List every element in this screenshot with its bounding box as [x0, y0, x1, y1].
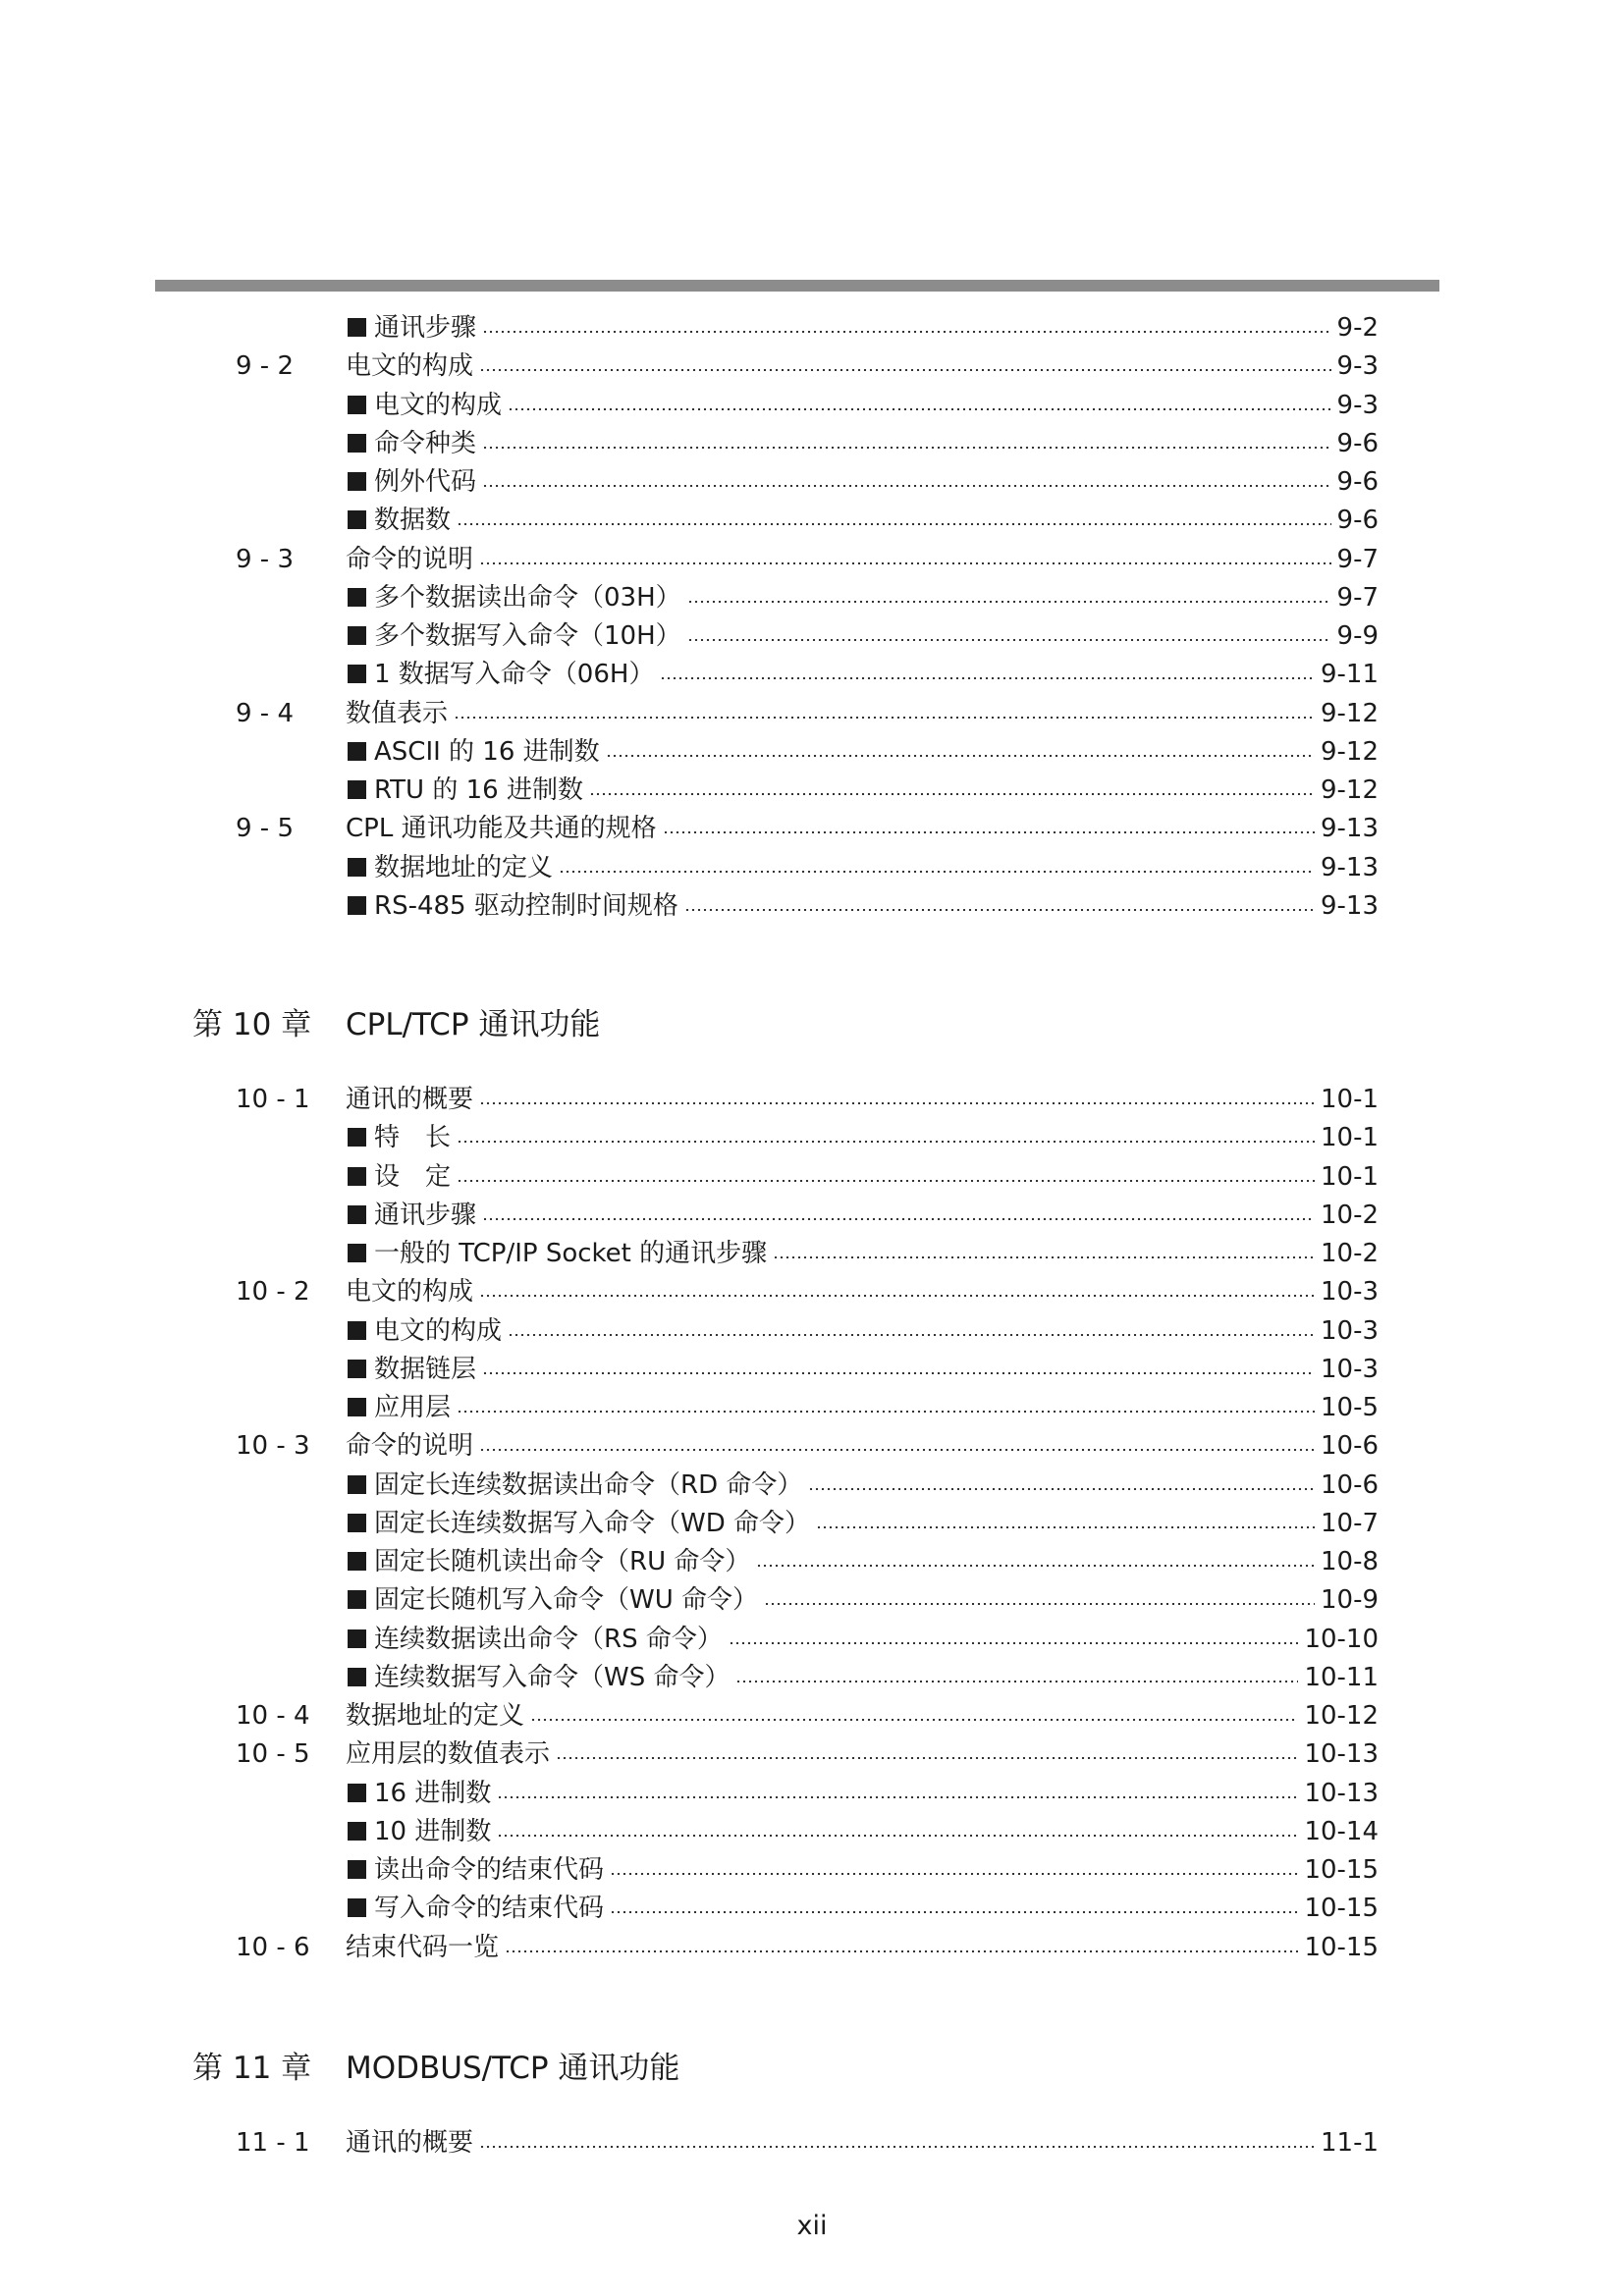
dot-leader — [479, 1449, 1315, 1451]
page-ref: 10-3 — [1320, 1354, 1379, 1384]
toc-entry-line — [348, 1506, 1379, 1541]
dot-leader — [684, 909, 1315, 911]
entry-title: RS-485 驱动控制时间规格 — [374, 890, 678, 921]
toc-entry-line — [348, 310, 1379, 346]
page-ref: 9-13 — [1320, 814, 1379, 844]
entry-title-wrapper — [348, 618, 681, 654]
toc-subentry[interactable] — [0, 657, 1624, 692]
toc-entry-line — [348, 850, 1379, 885]
toc-entry-line — [346, 1698, 1379, 1734]
square-bullet-icon — [348, 1360, 366, 1378]
page-ref: 9-7 — [1336, 544, 1379, 574]
chapter-title: MODBUS/TCP 通讯功能 — [346, 2051, 680, 2086]
toc-subentry[interactable] — [0, 1660, 1624, 1695]
entry-title-wrapper — [348, 503, 451, 538]
entry-title: CPL 通讯功能及共通的规格 — [346, 814, 657, 844]
toc-entry-line — [348, 1544, 1379, 1579]
dot-leader — [610, 1911, 1298, 1913]
toc-entry-line — [346, 1736, 1379, 1772]
square-bullet-icon — [348, 896, 366, 915]
entry-title: 通讯步骤 — [374, 1200, 477, 1230]
entry-title: 16 进制数 — [374, 1778, 492, 1808]
page-ref: 10-7 — [1320, 1508, 1379, 1538]
dot-leader — [497, 1796, 1298, 1798]
toc-subentry[interactable] — [0, 618, 1624, 654]
entry-title: 固定长连续数据写入命令（WD 命令） — [374, 1508, 810, 1538]
page-ref: 10-12 — [1304, 1701, 1379, 1731]
dot-leader — [660, 677, 1315, 679]
toc-entry-line — [348, 464, 1379, 500]
toc-subentry[interactable] — [0, 1891, 1624, 1926]
entry-title: 电文的构成 — [374, 1315, 503, 1346]
page-ref: 10-10 — [1304, 1624, 1379, 1654]
toc-section[interactable] — [0, 348, 1624, 384]
dot-leader — [457, 1411, 1315, 1413]
page-ref: 9-13 — [1320, 890, 1379, 921]
entry-title: 数据地址的定义 — [346, 1701, 525, 1731]
entry-title-wrapper — [346, 811, 657, 846]
entry-title-wrapper — [346, 1082, 473, 1117]
section-number: 11 - 1 — [236, 2128, 310, 2158]
toc-subentry[interactable] — [0, 388, 1624, 423]
entry-title-wrapper — [348, 1891, 604, 1926]
entry-title-wrapper — [348, 1660, 730, 1695]
toc-subentry[interactable] — [0, 734, 1624, 770]
dot-leader — [729, 1642, 1299, 1644]
entry-title-wrapper — [348, 388, 502, 423]
page-ref: 10-1 — [1320, 1123, 1379, 1153]
chapter-heading — [0, 1003, 1624, 1046]
toc-entry-line — [348, 773, 1379, 808]
dot-leader — [687, 601, 1331, 603]
dot-leader — [479, 369, 1331, 371]
toc-entry-line — [346, 1274, 1379, 1309]
entry-title-wrapper — [348, 1352, 476, 1387]
entry-title-wrapper — [348, 1814, 491, 1849]
dot-leader — [530, 1719, 1298, 1721]
toc-entry-line — [346, 1930, 1379, 1965]
dot-leader — [479, 1295, 1315, 1297]
entry-title-wrapper — [346, 2125, 473, 2161]
section-number: 9 - 5 — [236, 814, 294, 844]
dot-leader — [816, 1526, 1315, 1528]
toc-section[interactable] — [0, 1930, 1624, 1965]
square-bullet-icon — [348, 1784, 366, 1802]
page-ref: 9-12 — [1320, 775, 1379, 805]
square-bullet-icon — [348, 1398, 366, 1416]
page-ref: 9-2 — [1336, 313, 1379, 343]
toc-subentry[interactable] — [0, 426, 1624, 461]
toc-subentry[interactable] — [0, 464, 1624, 500]
square-bullet-icon — [348, 1668, 366, 1686]
page-ref: 9-6 — [1336, 506, 1379, 536]
dot-leader — [559, 871, 1315, 873]
dot-leader — [505, 1950, 1298, 1952]
entry-title-wrapper — [348, 850, 553, 885]
dot-leader — [482, 331, 1331, 333]
page-ref: 9-3 — [1336, 351, 1379, 382]
entry-title: 电文的构成 — [346, 1277, 474, 1308]
dot-leader — [508, 1334, 1315, 1336]
chapter-label: 第 11 章 — [192, 2051, 312, 2086]
toc-section[interactable] — [0, 1428, 1624, 1464]
page-ref: 10-9 — [1320, 1585, 1379, 1616]
page-ref: 10-5 — [1320, 1393, 1379, 1422]
toc-entry-line — [348, 1352, 1379, 1387]
section-number: 10 - 6 — [236, 1932, 310, 1962]
square-bullet-icon — [348, 1629, 366, 1648]
square-bullet-icon — [348, 396, 366, 414]
entry-title-wrapper — [348, 1236, 767, 1271]
square-bullet-icon — [348, 1128, 366, 1147]
toc-subentry[interactable] — [0, 773, 1624, 808]
page-ref: 9-9 — [1336, 621, 1379, 651]
toc-entry-line — [348, 1313, 1379, 1349]
page-ref: 11-1 — [1320, 2128, 1379, 2158]
section-number: 9 - 4 — [236, 698, 294, 728]
toc-section[interactable] — [0, 1274, 1624, 1309]
entry-title: 命令的说明 — [346, 1431, 474, 1462]
dot-leader — [479, 562, 1331, 564]
entry-title: 多个数据写入命令（10H） — [374, 621, 681, 651]
toc-subentry[interactable] — [0, 1814, 1624, 1849]
dot-leader — [454, 717, 1315, 719]
toc-subentry[interactable] — [0, 1582, 1624, 1618]
toc-entry-line — [346, 2125, 1379, 2161]
entry-title: 命令的说明 — [346, 544, 474, 574]
entry-title: 固定长连续数据读出命令（RD 命令） — [374, 1469, 803, 1500]
toc-entry-line — [348, 888, 1379, 924]
entry-title-wrapper — [348, 1544, 750, 1579]
entry-title: 固定长随机写入命令（WU 命令） — [374, 1585, 759, 1616]
section-number: 10 - 5 — [236, 1739, 310, 1770]
page-ref: 10-2 — [1320, 1200, 1379, 1230]
toc-entry-line — [348, 1198, 1379, 1233]
square-bullet-icon — [348, 1321, 366, 1340]
section-number: 10 - 1 — [236, 1085, 310, 1114]
page-ref: 10-14 — [1304, 1816, 1379, 1846]
toc-subentry[interactable] — [0, 1352, 1624, 1387]
toc-entry-line — [348, 1120, 1379, 1155]
toc-entry-line — [348, 1814, 1379, 1849]
dot-leader — [457, 523, 1331, 525]
entry-title-wrapper — [348, 1120, 451, 1155]
entry-title: 设 定 — [374, 1161, 452, 1192]
page-ref: 9-11 — [1320, 660, 1379, 690]
entry-title-wrapper — [348, 310, 476, 346]
entry-title: 命令种类 — [374, 428, 477, 458]
toc-entry-line — [348, 1891, 1379, 1926]
entry-title-wrapper — [348, 1159, 451, 1195]
section-number: 10 - 4 — [236, 1701, 310, 1731]
entry-title-wrapper — [346, 1274, 473, 1309]
toc-subentry[interactable] — [0, 1198, 1624, 1233]
entry-title-wrapper — [346, 348, 473, 384]
page-ref: 10-15 — [1304, 1855, 1379, 1885]
entry-title: 1 数据写入命令（06H） — [374, 660, 655, 690]
entry-title: 数据地址的定义 — [374, 852, 554, 882]
section-number: 9 - 2 — [236, 351, 294, 382]
entry-title: 通讯的概要 — [346, 1085, 474, 1114]
toc-section[interactable] — [0, 542, 1624, 577]
entry-title-wrapper — [346, 1698, 524, 1734]
dot-leader — [735, 1681, 1298, 1682]
toc-entry-line — [348, 388, 1379, 423]
page-ref: 9-6 — [1336, 428, 1379, 458]
dot-leader — [589, 793, 1315, 795]
square-bullet-icon — [348, 318, 366, 337]
page-ref: 10-15 — [1304, 1932, 1379, 1962]
toc-subentry[interactable] — [0, 1468, 1624, 1503]
toc-entry-line — [348, 618, 1379, 654]
dot-leader — [482, 485, 1331, 487]
dot-leader — [457, 1141, 1315, 1143]
square-bullet-icon — [348, 472, 366, 491]
square-bullet-icon — [348, 742, 366, 761]
dot-leader — [482, 447, 1331, 449]
page-ref: 10-6 — [1320, 1431, 1379, 1462]
square-bullet-icon — [348, 1822, 366, 1841]
dot-leader — [482, 1218, 1315, 1220]
square-bullet-icon — [348, 1590, 366, 1609]
toc-subentry[interactable] — [0, 1390, 1624, 1425]
page-ref: 10-2 — [1320, 1239, 1379, 1268]
entry-title-wrapper — [348, 773, 583, 808]
page-ref: 10-6 — [1320, 1469, 1379, 1500]
page-ref: 10-11 — [1304, 1662, 1379, 1692]
entry-title: 数据链层 — [374, 1354, 477, 1384]
toc-subentry[interactable] — [0, 888, 1624, 924]
entry-title: 连续数据写入命令（WS 命令） — [374, 1662, 731, 1692]
toc-subentry[interactable] — [0, 1159, 1624, 1195]
dot-leader — [497, 1835, 1298, 1837]
toc-entry-line — [348, 426, 1379, 461]
toc-subentry[interactable] — [0, 850, 1624, 885]
dot-leader — [482, 1372, 1315, 1374]
toc-entry-line — [348, 734, 1379, 770]
entry-title-wrapper — [346, 1930, 499, 1965]
dot-leader — [606, 755, 1315, 757]
toc-entry-line — [348, 580, 1379, 615]
entry-title-wrapper — [346, 696, 448, 731]
entry-title: 通讯的概要 — [346, 2128, 474, 2158]
toc-entry-line — [346, 1428, 1379, 1464]
square-bullet-icon — [348, 510, 366, 529]
entry-title-wrapper — [346, 1428, 473, 1464]
toc-entry-line — [348, 503, 1379, 538]
entry-title: RTU 的 16 进制数 — [374, 775, 583, 805]
toc-section[interactable] — [0, 1698, 1624, 1734]
entry-title: 例外代码 — [374, 467, 477, 497]
section-number: 10 - 2 — [236, 1277, 310, 1308]
entry-title-wrapper — [348, 1622, 723, 1657]
toc-entry-line — [348, 657, 1379, 692]
entry-title-wrapper — [346, 542, 473, 577]
page-ref: 9-7 — [1336, 582, 1379, 613]
page-ref: 10-3 — [1320, 1277, 1379, 1308]
square-bullet-icon — [348, 588, 366, 607]
toc-entry-line — [346, 1082, 1379, 1117]
page-ref: 10-13 — [1304, 1778, 1379, 1808]
dot-leader — [764, 1603, 1315, 1605]
square-bullet-icon — [348, 858, 366, 877]
toc-section[interactable] — [0, 1736, 1624, 1772]
page-ref: 10-1 — [1320, 1161, 1379, 1192]
toc-subentry[interactable] — [0, 1236, 1624, 1271]
entry-title: 特 长 — [374, 1123, 452, 1153]
page-ref: 9-6 — [1336, 467, 1379, 497]
square-bullet-icon — [348, 1244, 366, 1262]
entry-title-wrapper — [348, 1390, 451, 1425]
toc-subentry[interactable] — [0, 310, 1624, 346]
page-ref: 9-12 — [1320, 698, 1379, 728]
dot-leader — [808, 1488, 1315, 1490]
entry-title: ASCII 的 16 进制数 — [374, 736, 600, 767]
entry-title: 数值表示 — [346, 698, 449, 728]
toc-entry-line — [346, 696, 1379, 731]
toc-subentry[interactable] — [0, 1544, 1624, 1579]
toc-entry-line — [348, 1622, 1379, 1657]
toc-subentry[interactable] — [0, 1852, 1624, 1888]
square-bullet-icon — [348, 1552, 366, 1571]
dot-leader — [610, 1873, 1298, 1875]
toc-subentry[interactable] — [0, 1506, 1624, 1541]
toc-subentry[interactable] — [0, 1622, 1624, 1657]
dot-leader — [773, 1256, 1315, 1258]
toc-entry-line — [348, 1660, 1379, 1695]
section-number: 10 - 3 — [236, 1431, 310, 1462]
square-bullet-icon — [348, 665, 366, 683]
square-bullet-icon — [348, 626, 366, 645]
entry-title-wrapper — [348, 426, 476, 461]
page-ref: 9-3 — [1336, 390, 1379, 420]
chapter-label: 第 10 章 — [192, 1007, 312, 1042]
entry-title: 读出命令的结束代码 — [374, 1855, 605, 1885]
page-ref: 9-12 — [1320, 736, 1379, 767]
dot-leader — [556, 1757, 1298, 1759]
dot-leader — [687, 639, 1331, 641]
square-bullet-icon — [348, 1205, 366, 1224]
entry-title: 多个数据读出命令（03H） — [374, 582, 681, 613]
page-ref: 10-3 — [1320, 1315, 1379, 1346]
entry-title-wrapper — [348, 1582, 758, 1618]
entry-title-wrapper — [348, 464, 476, 500]
entry-title: 应用层的数值表示 — [346, 1739, 551, 1770]
toc-entry-line — [346, 348, 1379, 384]
toc-entry-line — [348, 1852, 1379, 1888]
toc-section[interactable] — [0, 2125, 1624, 2161]
toc-entry-line — [348, 1776, 1379, 1811]
toc-entry-line — [348, 1582, 1379, 1618]
entry-title: 通讯步骤 — [374, 313, 477, 343]
entry-title: 写入命令的结束代码 — [374, 1894, 605, 1924]
entry-title-wrapper — [348, 1776, 491, 1811]
entry-title-wrapper — [348, 1313, 502, 1349]
toc-subentry[interactable] — [0, 1776, 1624, 1811]
toc-entry-line — [348, 1236, 1379, 1271]
entry-title: 应用层 — [374, 1393, 452, 1422]
dot-leader — [756, 1565, 1315, 1567]
entry-title-wrapper — [348, 1852, 604, 1888]
entry-title: 结束代码一览 — [346, 1932, 500, 1962]
entry-title-wrapper — [346, 1736, 550, 1772]
dot-leader — [479, 1102, 1315, 1104]
dot-leader — [457, 1180, 1315, 1182]
entry-title-wrapper — [348, 657, 654, 692]
dot-leader — [663, 831, 1315, 833]
page-ref: 10-1 — [1320, 1085, 1379, 1114]
entry-title-wrapper — [348, 1468, 802, 1503]
toc-entry-line — [348, 1468, 1379, 1503]
toc-subentry[interactable] — [0, 1313, 1624, 1349]
page-ref: 10-15 — [1304, 1894, 1379, 1924]
toc-subentry[interactable] — [0, 580, 1624, 615]
entry-title-wrapper — [348, 1506, 810, 1541]
entry-title: 连续数据读出命令（RS 命令） — [374, 1624, 723, 1654]
entry-title-wrapper — [348, 1198, 476, 1233]
square-bullet-icon — [348, 1514, 366, 1532]
section-number: 9 - 3 — [236, 544, 294, 574]
toc-entry-line — [348, 1159, 1379, 1195]
entry-title: 电文的构成 — [346, 351, 474, 382]
square-bullet-icon — [348, 1898, 366, 1917]
toc-subentry[interactable] — [0, 503, 1624, 538]
entry-title: 数据数 — [374, 506, 452, 536]
page-number: xii — [796, 2211, 828, 2241]
toc-entry-line — [346, 811, 1379, 846]
square-bullet-icon — [348, 780, 366, 799]
square-bullet-icon — [348, 1860, 366, 1879]
dot-leader — [479, 2146, 1315, 2148]
toc-entry-line — [348, 1390, 1379, 1425]
toc-section[interactable] — [0, 1082, 1624, 1117]
page-ref: 10-13 — [1304, 1739, 1379, 1770]
entry-title: 10 进制数 — [374, 1816, 492, 1846]
chapter-title: CPL/TCP 通讯功能 — [346, 1007, 601, 1042]
chapter-heading — [0, 2047, 1624, 2090]
page-ref: 9-13 — [1320, 852, 1379, 882]
entry-title-wrapper — [348, 734, 600, 770]
toc-subentry[interactable] — [0, 1120, 1624, 1155]
entry-title: 一般的 TCP/IP Socket 的通讯步骤 — [374, 1239, 768, 1268]
entry-title-wrapper — [348, 580, 681, 615]
dot-leader — [508, 408, 1331, 410]
toc-entry-line — [346, 542, 1379, 577]
square-bullet-icon — [348, 1475, 366, 1494]
entry-title-wrapper — [348, 888, 678, 924]
entry-title: 固定长随机读出命令（RU 命令） — [374, 1547, 751, 1576]
entry-title: 电文的构成 — [374, 390, 503, 420]
toc-section[interactable] — [0, 696, 1624, 731]
square-bullet-icon — [348, 1167, 366, 1186]
page-ref: 10-8 — [1320, 1547, 1379, 1576]
toc-section[interactable] — [0, 811, 1624, 846]
square-bullet-icon — [348, 434, 366, 453]
